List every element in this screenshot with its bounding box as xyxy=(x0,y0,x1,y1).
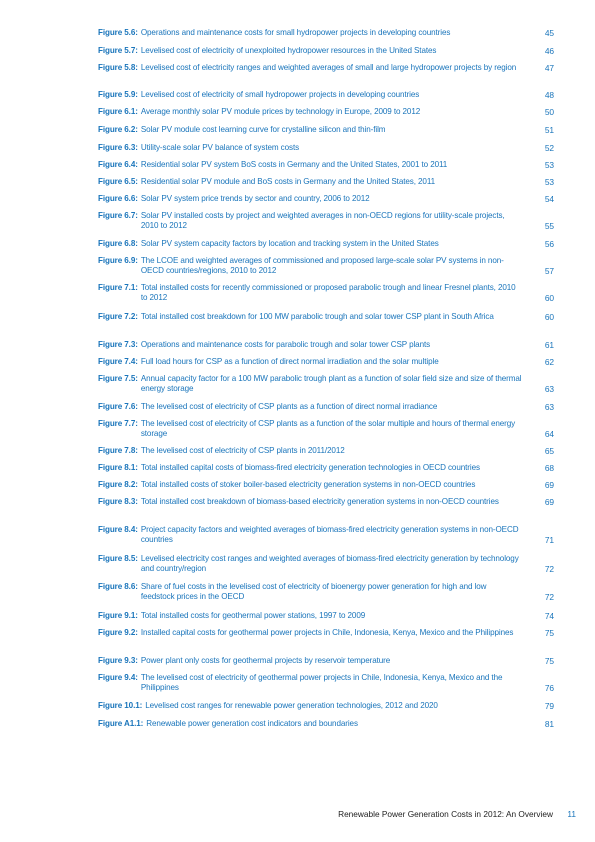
figure-label: Figure 6.7: xyxy=(98,211,138,220)
figure-title: The levelised cost of electricity of CSP plants as a function of direct normal irradiance xyxy=(140,402,438,411)
figure-title: Installed capital costs for geothermal power projects in Chile, Indonesia, Kenya, Mexico and the Philippines xyxy=(140,628,514,637)
page-number: 53 xyxy=(544,177,554,187)
figure-title: Utility-scale solar PV balance of system costs xyxy=(140,143,300,152)
page-number: 56 xyxy=(544,239,554,249)
figure-label: Figure 5.9: xyxy=(98,90,138,99)
figure-label: Figure 7.3: xyxy=(98,340,138,349)
page-number: 62 xyxy=(544,357,554,367)
figure-label: Figure 7.4: xyxy=(98,357,138,366)
page-number: 71 xyxy=(544,535,554,545)
figure-title: Total installed costs of stoker boiler-based electricity generation systems in non-OECD countries xyxy=(140,480,476,489)
page-number: 50 xyxy=(544,107,554,117)
footer-title: Renewable Power Generation Costs in 2012: An Overview xyxy=(338,809,553,819)
page-number: 69 xyxy=(544,497,554,507)
figure-title: Share of fuel costs in the levelised cost of electricity of bioenergy power generation for high and low feedstock prices in the OECD xyxy=(140,582,487,601)
figure-label: Figure 8.5: xyxy=(98,554,138,563)
page-number: 47 xyxy=(544,63,554,73)
toc-entry[interactable] xyxy=(98,239,558,249)
page-number: 65 xyxy=(544,446,554,456)
toc-entry[interactable] xyxy=(98,582,558,602)
toc-entry[interactable] xyxy=(98,256,558,276)
toc-entry[interactable] xyxy=(98,90,558,100)
toc-entry[interactable] xyxy=(98,107,558,117)
page-number: 45 xyxy=(544,28,554,38)
figure-title: Residential solar PV module and BoS costs in Germany and the United States, 2011 xyxy=(140,177,436,186)
toc-entry[interactable] xyxy=(98,656,558,666)
page-number: 48 xyxy=(544,90,554,100)
toc-entry[interactable] xyxy=(98,480,558,490)
figure-label: Figure 5.7: xyxy=(98,46,138,55)
figure-title: Solar PV system price trends by sector and country, 2006 to 2012 xyxy=(140,194,370,203)
figure-label: Figure 6.1: xyxy=(98,107,138,116)
page-number: 79 xyxy=(544,701,554,711)
toc-entry[interactable] xyxy=(98,402,558,412)
toc-entry[interactable] xyxy=(98,63,558,73)
figure-label: Figure 7.8: xyxy=(98,446,138,455)
toc-entry[interactable] xyxy=(98,673,558,693)
page-number: 75 xyxy=(544,628,554,638)
figure-title: Levelised electricity cost ranges and weighted averages of biomass-fired electricity generation by technology and country/region xyxy=(140,554,519,573)
toc-entry[interactable] xyxy=(98,374,558,394)
page-number: 63 xyxy=(544,384,554,394)
page-number: 54 xyxy=(544,194,554,204)
page-footer xyxy=(0,809,595,823)
figure-label: Figure 7.1: xyxy=(98,283,138,292)
page-number: 53 xyxy=(544,160,554,170)
figure-label: Figure 9.1: xyxy=(98,611,138,620)
figure-label: Figure 7.6: xyxy=(98,402,138,411)
figure-title: Total installed capital costs of biomass-fired electricity generation technologies in OECD countries xyxy=(140,463,480,472)
toc-entry[interactable] xyxy=(98,143,558,153)
figure-label: Figure 7.5: xyxy=(98,374,138,383)
figure-label: Figure 5.6: xyxy=(98,28,138,37)
toc-entry[interactable] xyxy=(98,125,558,135)
page-number: 75 xyxy=(544,656,554,666)
figure-title: Levelised cost of electricity of small hydropower projects in developing countries xyxy=(140,90,420,99)
toc-entry[interactable] xyxy=(98,628,558,638)
page-number: 68 xyxy=(544,463,554,473)
toc-entry[interactable] xyxy=(98,211,558,231)
page-number: 60 xyxy=(544,293,554,303)
figure-label: Figure 5.8: xyxy=(98,63,138,72)
page-number: 72 xyxy=(544,592,554,602)
page-number: 60 xyxy=(544,312,554,322)
figure-title: Renewable power generation cost indicators and boundaries xyxy=(146,719,358,728)
figure-title: Total installed cost breakdown of biomass-based electricity generation systems in non-OECD countries xyxy=(140,497,499,506)
figure-title: Annual capacity factor for a 100 MW parabolic trough plant as a function of solar field size and size of thermal energy storage xyxy=(140,374,522,393)
figure-title: The LCOE and weighted averages of commissioned and proposed large-scale solar PV systems in non-OECD countries/regions, 2010 to 2012 xyxy=(140,256,504,275)
figure-title: The levelised cost of electricity of CSP plants as a function of the solar multiple and hours of thermal energy storage xyxy=(140,419,516,438)
page-number: 76 xyxy=(544,683,554,693)
toc-entry[interactable] xyxy=(98,46,558,56)
page-number: 81 xyxy=(544,719,554,729)
figure-label: Figure 10.1: xyxy=(98,701,143,710)
figure-label: Figure 6.6: xyxy=(98,194,138,203)
figure-title: Solar PV installed costs by project and weighted averages in non-OECD regions for utility-scale projects, 2010 to 2012 xyxy=(140,211,505,230)
figure-title: Residential solar PV system BoS costs in Germany and the United States, 2001 to 2011 xyxy=(140,160,448,169)
toc-entry[interactable] xyxy=(98,28,558,38)
figure-title: Operations and maintenance costs for parabolic trough and solar tower CSP plants xyxy=(140,340,431,349)
page-number: 74 xyxy=(544,611,554,621)
figure-label: Figure 9.2: xyxy=(98,628,138,637)
page-number: 51 xyxy=(544,125,554,135)
toc-entry[interactable] xyxy=(98,554,558,574)
toc-entry[interactable] xyxy=(98,357,558,367)
footer-page-number: 11 xyxy=(567,809,576,819)
toc-entry[interactable] xyxy=(98,497,558,507)
page-number: 61 xyxy=(544,340,554,350)
figure-label: Figure 6.8: xyxy=(98,239,138,248)
figure-title: Levelised cost ranges for renewable power generation technologies, 2012 and 2020 xyxy=(145,701,438,710)
toc-entry[interactable] xyxy=(98,446,558,456)
toc-entry[interactable] xyxy=(98,463,558,473)
figure-label: Figure 7.7: xyxy=(98,419,138,428)
figure-label: Figure 9.4: xyxy=(98,673,138,682)
page-number: 72 xyxy=(544,564,554,574)
figure-title: Total installed costs for geothermal power stations, 1997 to 2009 xyxy=(140,611,366,620)
figure-title: Solar PV system capacity factors by location and tracking system in the United States xyxy=(140,239,439,248)
toc-entry[interactable] xyxy=(98,611,558,621)
figure-label: Figure 6.5: xyxy=(98,177,138,186)
toc-entry[interactable] xyxy=(98,283,558,303)
figure-title: Power plant only costs for geothermal projects by reservoir temperature xyxy=(140,656,391,665)
toc-entry[interactable] xyxy=(98,194,558,204)
toc-entry[interactable] xyxy=(98,719,558,729)
figure-label: Figure 6.9: xyxy=(98,256,138,265)
figure-title: Levelised cost of electricity ranges and weighted averages of small and large hydropower projects by region xyxy=(140,63,517,72)
page-number: 63 xyxy=(544,402,554,412)
figure-title: Project capacity factors and weighted averages of biomass-fired electricity generation systems in non-OECD countries xyxy=(140,525,519,544)
page-number: 55 xyxy=(544,221,554,231)
figure-title: Levelised cost of electricity of unexploited hydropower resources in the United States xyxy=(140,46,437,55)
toc-entry[interactable] xyxy=(98,525,558,545)
toc-entry[interactable] xyxy=(98,177,558,187)
figure-label: Figure 8.3: xyxy=(98,497,138,506)
figure-label: Figure 8.4: xyxy=(98,525,138,534)
page-number: 57 xyxy=(544,266,554,276)
figure-title: The levelised cost of electricity of CSP plants in 2011/2012 xyxy=(140,446,345,455)
figure-label: Figure 6.2: xyxy=(98,125,138,134)
figure-label: Figure 7.2: xyxy=(98,312,138,321)
figure-label: Figure 8.2: xyxy=(98,480,138,489)
toc-entry[interactable] xyxy=(98,340,558,350)
page-number: 52 xyxy=(544,143,554,153)
page-number: 69 xyxy=(544,480,554,490)
figure-label: Figure 8.6: xyxy=(98,582,138,591)
page-number: 64 xyxy=(544,429,554,439)
figure-title: Total installed cost breakdown for 100 MW parabolic trough and solar tower CSP plant in South Africa xyxy=(140,312,494,321)
figure-title: Operations and maintenance costs for small hydropower projects in developing countries xyxy=(140,28,451,37)
toc-entry[interactable] xyxy=(98,312,558,322)
figure-title: Full load hours for CSP as a function of direct normal irradiation and the solar multiple xyxy=(140,357,439,366)
figure-title: The levelised cost of electricity of geothermal power projects in Chile, Indonesia, Kenya, Mexico and the Philippines xyxy=(140,673,503,692)
figure-label: Figure 8.1: xyxy=(98,463,138,472)
toc-entry[interactable] xyxy=(98,419,558,439)
page-number: 46 xyxy=(544,46,554,56)
toc-entry[interactable] xyxy=(98,160,558,170)
toc-entry[interactable] xyxy=(98,701,558,711)
figure-label: Figure 9.3: xyxy=(98,656,138,665)
figure-title: Average monthly solar PV module prices by technology in Europe, 2009 to 2012 xyxy=(140,107,421,116)
figure-title: Total installed costs for recently commissioned or proposed parabolic trough and linear Fresnel plants, 2010 to 2012 xyxy=(140,283,516,302)
figure-title: Solar PV module cost learning curve for crystalline silicon and thin-film xyxy=(140,125,386,134)
figure-label: Figure 6.3: xyxy=(98,143,138,152)
figure-label: Figure A1.1: xyxy=(98,719,144,728)
figure-label: Figure 6.4: xyxy=(98,160,138,169)
